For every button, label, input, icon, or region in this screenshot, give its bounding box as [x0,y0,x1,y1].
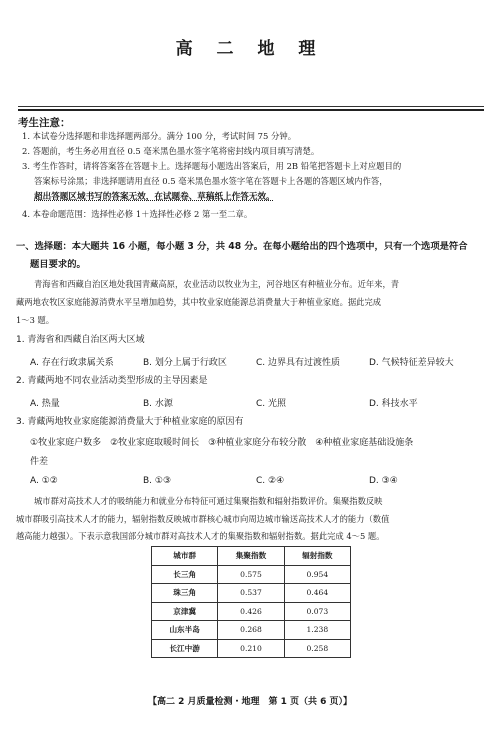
table-cell: 0.575 [218,565,284,584]
table-header: 城市群 [152,547,218,566]
table-cell: 0.268 [218,621,284,640]
question-3-options [30,476,482,486]
question-2-options [30,396,482,409]
question-3-factors: ①牧业家庭户数多 ②牧业家庭取暖时间长 ③种植业家庭分布较分散 ④种植业家庭基础设施条 [30,438,414,448]
table-row [152,639,351,658]
q1-option-c: C. 边界具有过渡性质 [256,358,341,368]
table-cell: 1.238 [284,621,350,640]
table-cell: 0.537 [218,584,284,603]
notice-item-4: 4. 本卷命题范围：选择性必修 1＋选择性必修 2 第一至二章。 [22,209,253,219]
passage-1-line-1: 青海省和西藏自治区地处我国青藏高原，农业活动以牧业为主，河谷地区有种植业分布。近年来，青 [34,279,400,289]
notice-item-2: 2. 答题前，考生务必用直径 0.5 毫米黑色墨水签字笔将密封线内项目填写清楚。 [22,146,320,156]
question-3-factors-cont: 件差 [30,457,49,467]
question-3-stem: 3. 青藏两地牧业家庭能源消费量大于种植业家庭的原因有 [16,417,244,427]
q2-option-c: C. 光照 [256,399,287,409]
table-cell: 0.426 [218,602,284,621]
table-cell: 长三角 [152,565,218,584]
notice-item-1: 1. 本试卷分选择题和非选择题两部分。满分 100 分，考试时间 75 分钟。 [22,131,297,141]
table-cell: 山东半岛 [152,621,218,640]
table-cell: 长江中游 [152,639,218,658]
passage-2-line-3: 越高能力越强）。下表示意我国部分城市群对高技术人才的集聚指数和辐射指数。据此完成 4～5 题。 [16,531,385,541]
divider-thick [18,109,484,111]
page-footer: 【高二 2 月质量检测・地理 第 1 页（共 6 页）】 [147,697,353,707]
table-header-row [152,547,351,566]
table-row [152,565,351,584]
q3-option-d: D. ③④ [369,476,398,486]
section-heading-cont: 题目要求的。 [30,259,86,270]
question-2-stem: 2. 青藏两地不同农业活动类型形成的主导因素是 [16,376,208,386]
table-header: 辐射指数 [284,547,350,566]
table-row [152,584,351,603]
q1-option-d: D. 气候特征差异较大 [369,358,454,368]
passage-2-line-1: 城市群对高技术人才的吸纳能力和就业分布特征可通过集聚指数和辐射指数评价。集聚指数反映 [34,496,383,506]
table-cell: 0.464 [284,584,350,603]
table-cell: 0.954 [284,565,350,584]
index-table [151,546,351,658]
q2-option-d: D. 科技水平 [369,399,418,409]
passage-2-line-2: 城市群吸引高技术人才的能力，辐射指数反映城市群核心城市向周边城市输送高技术人才的能力（数值 [16,514,390,524]
table-cell: 0.073 [284,602,350,621]
q3-option-a: A. ①② [30,476,58,486]
table-cell: 京津冀 [152,602,218,621]
table-row [152,602,351,621]
notice-item-3: 3. 考生作答时，请将答案答在答题卡上。选择题每小题选出答案后，用 2B 铅笔把答题卡上对应题目的 [22,161,402,171]
passage-1-line-2: 藏两地农牧区家庭能源消费水平呈增加趋势，其中牧业家庭能源总消费量大于种植业家庭。据此完成 [16,297,382,307]
page-title: 高 二 地 理 [175,39,325,59]
table-cell: 0.258 [284,639,350,658]
passage-1-line-3: 1～3 题。 [16,315,55,325]
section-heading: 一、选择题：本大题共 16 小题，每小题 3 分，共 48 分。在每小题给出的四个选项中，只有一个选项是符合 [16,241,468,252]
table-cell: 0.210 [218,639,284,658]
notice-emphasis-text: 超出答题区域书写的答案无效，在试题卷、草稿纸上作答无效。 [34,192,275,202]
q3-option-b: B. ①③ [143,476,172,486]
table-row [152,621,351,640]
q2-option-b: B. 水源 [143,399,173,409]
q2-option-a: A. 热量 [30,399,60,409]
table-cell: 珠三角 [152,584,218,603]
q1-option-b: B. 划分上属于行政区 [143,358,227,368]
divider-thin [18,106,484,107]
q3-option-c: C. ②④ [256,476,285,486]
table-header: 集聚指数 [218,547,284,566]
question-1-stem: 1. 青海省和西藏自治区两大区域 [16,335,145,345]
q1-option-a: A. 存在行政隶属关系 [30,358,114,368]
question-1-options [30,355,482,368]
notice-item-3-cont: 答案标号涂黑；非选择题请用直径 0.5 毫米黑色墨水签字笔在答题卡上各题的答题区域内作答， [34,176,388,186]
notice-item-3-emphasis [34,190,478,204]
notice-heading: 考生注意： [18,117,71,129]
